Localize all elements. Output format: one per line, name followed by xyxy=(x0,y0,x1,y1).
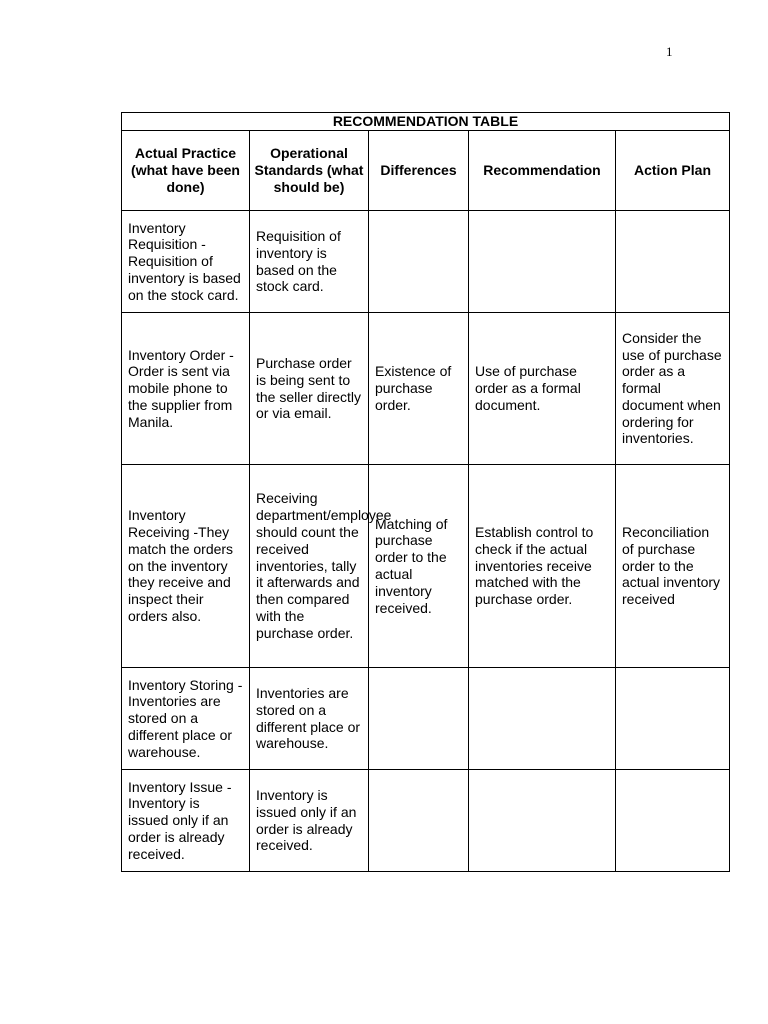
cell-differences: Matching of purchase order to the actual inventory received. xyxy=(369,465,469,668)
table-row xyxy=(122,668,730,770)
table-title: RECOMMENDATION TABLE xyxy=(122,113,730,131)
cell-action-plan xyxy=(616,668,730,770)
cell-operational-standards: Inventories are stored on a different place or warehouse. xyxy=(250,668,369,770)
page-number: 1 xyxy=(666,44,673,59)
cell-recommendation xyxy=(469,668,616,770)
cell-differences xyxy=(369,668,469,770)
table-row xyxy=(122,313,730,465)
cell-actual-practice: Inventory Issue -Inventory is issued only if an order is already received. xyxy=(122,770,250,872)
cell-recommendation: Use of purchase order as a formal document. xyxy=(469,313,616,465)
table-row xyxy=(122,770,730,872)
recommendation-table xyxy=(121,112,730,872)
cell-actual-practice: Inventory Storing - Inventories are stored on a different place or warehouse. xyxy=(122,668,250,770)
cell-action-plan: Reconciliation of purchase order to the actual inventory received xyxy=(616,465,730,668)
cell-recommendation xyxy=(469,211,616,313)
table-row xyxy=(122,211,730,313)
cell-differences xyxy=(369,770,469,872)
cell-actual-practice: Inventory Order -Order is sent via mobile phone to the supplier from Manila. xyxy=(122,313,250,465)
cell-operational-standards: Receiving department/employee should count the received inventories, tally it afterwards and then compared with the purchase order. xyxy=(250,465,369,668)
table-row xyxy=(122,465,730,668)
cell-action-plan xyxy=(616,770,730,872)
cell-recommendation xyxy=(469,770,616,872)
cell-differences xyxy=(369,211,469,313)
cell-action-plan xyxy=(616,211,730,313)
cell-operational-standards: Purchase order is being sent to the seller directly or via email. xyxy=(250,313,369,465)
cell-operational-standards: Inventory is issued only if an order is already received. xyxy=(250,770,369,872)
table-title-row xyxy=(122,113,730,131)
header-recommendation: Recommendation xyxy=(469,131,616,211)
cell-recommendation: Establish control to check if the actual inventories receive matched with the purchase order. xyxy=(469,465,616,668)
header-action-plan: Action Plan xyxy=(616,131,730,211)
table-header-row xyxy=(122,131,730,211)
cell-actual-practice: Inventory Receiving -They match the orders on the inventory they receive and inspect their orders also. xyxy=(122,465,250,668)
cell-differences: Existence of purchase order. xyxy=(369,313,469,465)
cell-operational-standards: Requisition of inventory is based on the stock card. xyxy=(250,211,369,313)
cell-actual-practice: Inventory Requisition -Requisition of inventory is based on the stock card. xyxy=(122,211,250,313)
header-operational-standards: Operational Standards (what should be) xyxy=(250,131,369,211)
header-actual-practice: Actual Practice (what have been done) xyxy=(122,131,250,211)
cell-action-plan: Consider the use of purchase order as a formal document when ordering for inventories. xyxy=(616,313,730,465)
header-differences: Differences xyxy=(369,131,469,211)
